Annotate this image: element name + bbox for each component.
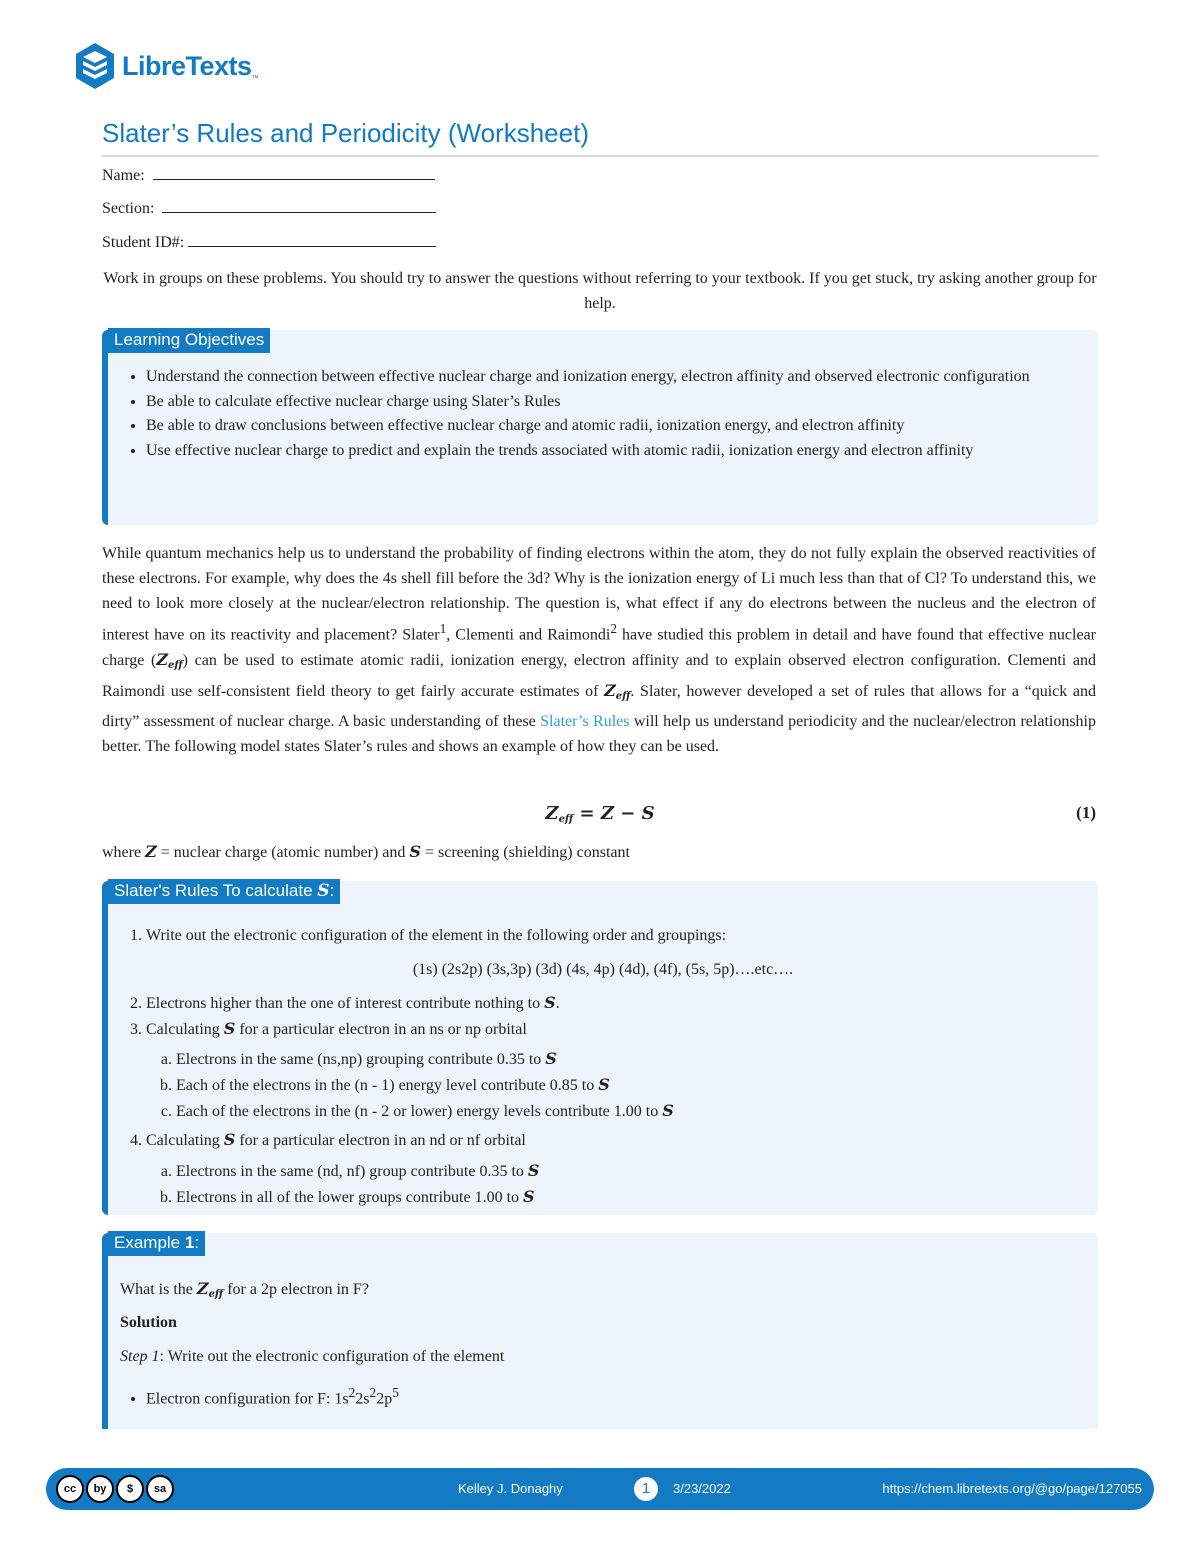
section-label: Section:	[102, 200, 155, 217]
page-title: Slater’s Rules and Periodicity (Worksheet)	[102, 118, 1098, 157]
footer-url-link[interactable]: https://chem.libretexts.org/@go/page/127055	[882, 1481, 1142, 1496]
paragraph-text: While quantum mechanics help us to understand the probability of finding electrons within the atom, they do not fully explain the observed reactivities of these electrons. For example, why does the 4s shell fill before the 3d? Why is the ionization energy of Li much less than that of Cl? To understand this, we need to look more closely at the nuclear/electron relationship. The question is, what effect if any do electrons between the nucleus and the electron of interest have on its reactivity and placement? Slater	[102, 545, 1096, 644]
equation-number: (1)	[1076, 803, 1096, 822]
rule-sublist	[146, 1158, 1098, 1210]
paragraph-text: will help us understand periodicity and the nuclear/electron relationship better. The following model states Slater’s rules and shows an example of how they can be used.	[102, 713, 1097, 756]
page-footer	[46, 1468, 1154, 1510]
section-field	[102, 198, 436, 218]
subrule-item: c. Each of the electrons in the (n - 2 or lower) energy levels contribute 1.00 to S	[176, 1098, 1098, 1124]
logo-wordmark: LibreTexts	[122, 50, 252, 81]
rule-item: 2. Electrons higher than the one of interest contribute nothing to S.	[146, 991, 1098, 1017]
student-id-blank-line[interactable]	[188, 232, 436, 247]
example-1-box	[102, 1233, 1098, 1429]
footer-author: Kelley J. Donaghy	[458, 1481, 563, 1496]
step-1: Step 1: Write out the electronic configuration of the element	[120, 1348, 505, 1365]
paragraph-text: , Clementi and Raimondi	[446, 626, 611, 644]
learning-objectives-box	[102, 330, 1098, 525]
name-field	[102, 165, 435, 185]
libretexts-logo[interactable]	[74, 42, 259, 90]
where-definition: where Z = nuclear charge (atomic number) and S = screening (shielding) constant	[102, 842, 630, 861]
slaters-rules-box	[102, 881, 1098, 1215]
example-question: What is the $Z_{eff}$ for a 2p electron in F?	[120, 1279, 369, 1300]
reference-1: 1	[439, 621, 447, 636]
subrule-item: b. Each of the electrons in the (n - 1) energy level contribute 0.85 to S	[176, 1072, 1098, 1098]
solution-heading: Solution	[120, 1314, 177, 1331]
zeff-symbol: $Z_{eff}$	[156, 650, 183, 672]
paragraph-text: have studied this problem in detail and have found that effective nuclear charge (	[102, 626, 1096, 670]
rules-list	[108, 881, 1098, 1210]
equation-1	[102, 803, 1098, 829]
student-id-field	[102, 232, 436, 252]
rule-item: 3. Calculating S for a particular electron in an ns or np orbital a. Electrons in the same (ns,np) grouping contribute 0.35 to S b. Each of the electrons in the (n - 1) energy level contribute 0.85 to S c. Each of the electrons in the (n - 2 or lower) energy levels contribute 1.00 to S	[146, 1017, 1098, 1125]
page-number: 1	[634, 1477, 658, 1501]
slaters-rules-label: Slater's Rules To calculate S:	[108, 879, 340, 904]
paragraph-text: . Slater, however developed a set of rules that allows for a “quick and dirty” assessment of nuclear charge. A basic understanding of these	[102, 683, 1097, 731]
section-blank-line[interactable]	[162, 198, 436, 213]
subrule-item: b. Electrons in all of the lower groups contribute 1.00 to S	[176, 1184, 1098, 1210]
by-icon: by	[86, 1475, 114, 1503]
name-blank-line[interactable]	[153, 165, 435, 180]
subrule-item: a. Electrons in the same (ns,np) grouping contribute 0.35 to S	[176, 1046, 1098, 1072]
example-label: Example 1:	[108, 1231, 205, 1256]
nc-icon: $	[116, 1475, 144, 1503]
student-id-label: Student ID#:	[102, 234, 185, 251]
cc-license-badge[interactable]	[56, 1474, 174, 1504]
objective-item: • Use effective nuclear charge to predict and explain the trends associated with atomic radii, ionization energy and electron affinity	[146, 439, 1098, 464]
intro-paragraph	[102, 541, 1096, 759]
slaters-rules-link[interactable]: Slater’s Rules	[540, 713, 630, 731]
reference-2: 2	[610, 621, 617, 636]
equation-formula: $Z_{eff} = Z - S$	[545, 803, 655, 825]
subrule-item: a. Electrons in the same (nd, nf) group contribute 0.35 to S	[176, 1158, 1098, 1184]
rule-item: 4. Calculating S for a particular electron in an nd or nf orbital a. Electrons in the same (nd, nf) group contribute 0.35 to S b. Electrons in all of the lower groups contribute 1.00 to S	[146, 1128, 1098, 1210]
intro-text: Work in groups on these problems. You should try to answer the questions without referring to your textbook. If you get stuck, try asking another group for help.	[103, 270, 1097, 312]
config-list	[108, 1381, 399, 1412]
rule-sublist	[146, 1046, 1098, 1124]
objective-item: • Understand the connection between effective nuclear charge and ionization energy, electron affinity and observed electronic configuration	[146, 365, 1098, 390]
objective-item: • Be able to calculate effective nuclear charge using Slater’s Rules	[146, 390, 1098, 415]
objective-item: • Be able to draw conclusions between effective nuclear charge and atomic radii, ionization energy, and electron affinity	[146, 414, 1098, 439]
rule-item: 1. Write out the electronic configuration of the element in the following order and groupings: (1s) (2s2p) (3s,3p) (3d) (4s, 4p) (4d), (4f), (5s, 5p)….etc….	[146, 924, 1098, 982]
cc-icon: cc	[56, 1475, 84, 1503]
name-label: Name:	[102, 167, 145, 184]
logo-trademark: ™	[251, 74, 259, 82]
zeff-symbol: $Z_{eff}$	[604, 681, 631, 703]
paragraph-text: ) can be used to estimate atomic radii, ionization energy, electron affinity and to explain observed electron configuration. Clementi and Raimondi use self-consistent field theory to get fairly accurate estimates of	[102, 652, 1097, 701]
config-item: • Electron configuration for F: $1s^22s^22p^5$	[146, 1381, 399, 1412]
footer-date: 3/23/2022	[673, 1481, 731, 1496]
learning-objectives-label: Learning Objectives	[108, 328, 270, 353]
libretexts-hexagon-icon	[74, 42, 116, 90]
sa-icon: sa	[146, 1475, 174, 1503]
electron-groupings: (1s) (2s2p) (3s,3p) (3d) (4s, 4p) (4d), (4f), (5s, 5p)….etc….	[412, 960, 794, 978]
